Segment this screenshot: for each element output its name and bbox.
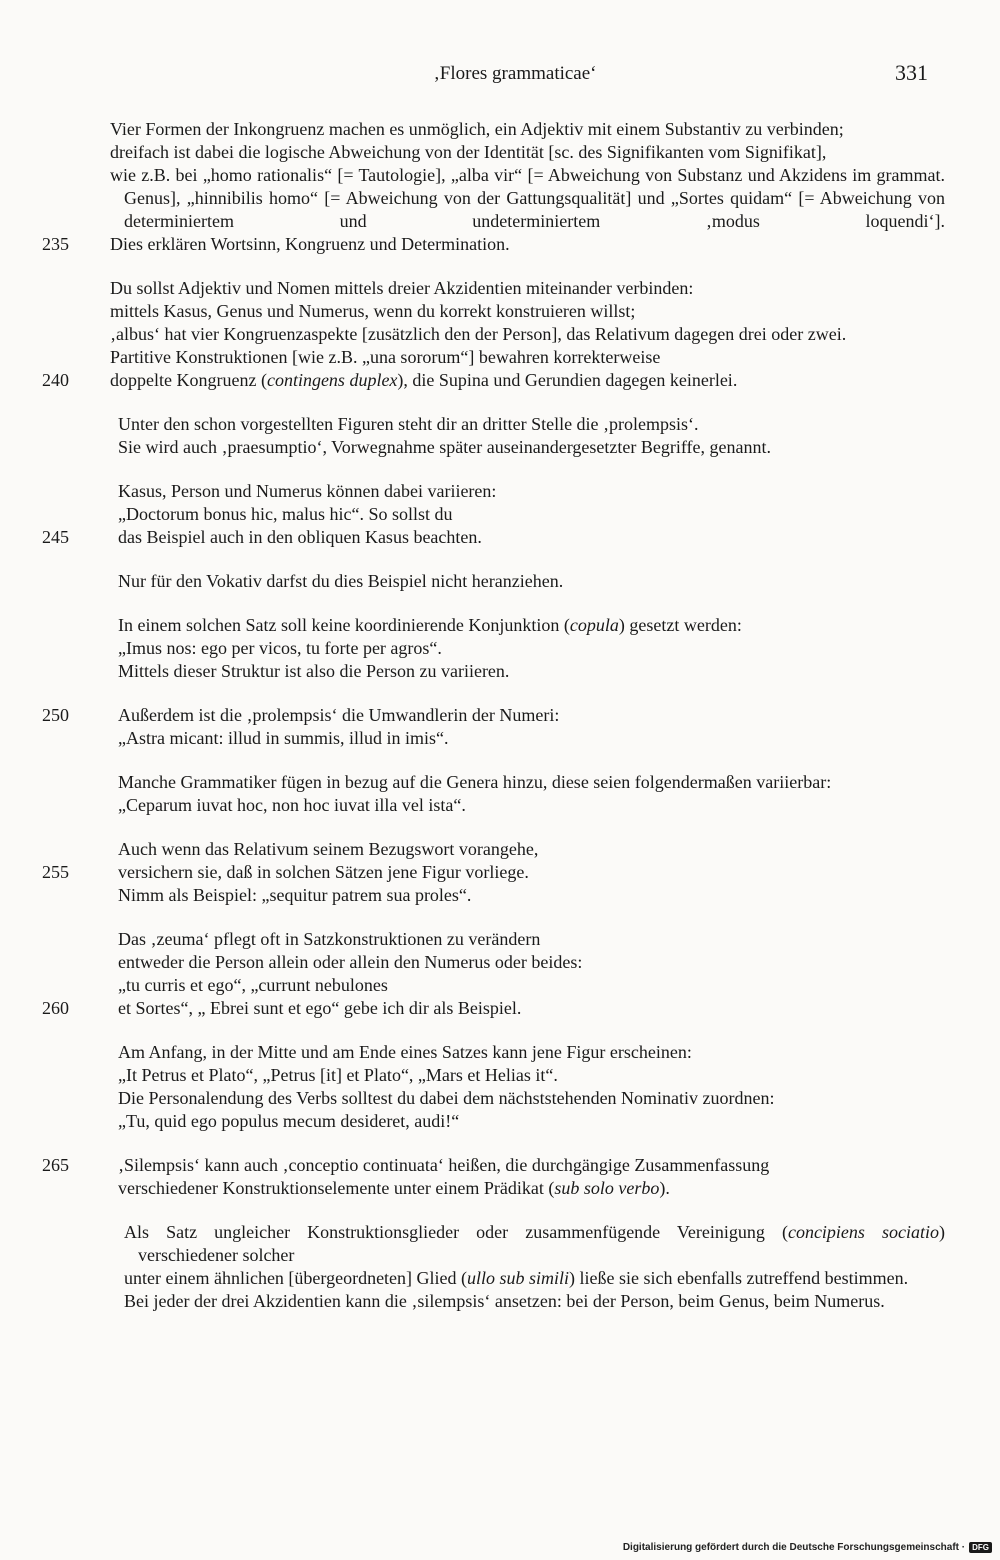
line-text: „Doctorum bonus hic, malus hic“. So sollst du xyxy=(118,504,453,524)
text-line xyxy=(0,771,1000,794)
line-text: Unter den schon vorgestellten Figuren steht dir an dritter Stelle die ‚prolempsis‘. xyxy=(118,414,699,434)
line-text: Nur für den Vokativ darfst du dies Beispiel nicht heranziehen. xyxy=(118,571,564,591)
line-text: dreifach ist dabei die logische Abweichung von der Identität [sc. des Signifikanten vom Signifikat], xyxy=(110,142,827,162)
line-text: „Tu, quid ego populus mecum desideret, audi!“ xyxy=(118,1111,460,1131)
poem-translation-text xyxy=(0,118,1000,1334)
line-number: 255 xyxy=(42,862,69,882)
line-text: doppelte Kongruenz (contingens duplex), die Supina und Gerundien dagegen keinerlei. xyxy=(110,370,738,390)
line-text: Am Anfang, in der Mitte und am Ende eines Satzes kann jene Figur erscheinen: xyxy=(118,1042,692,1062)
line-text: Kasus, Person und Numerus können dabei variieren: xyxy=(118,481,497,501)
page-number: 331 xyxy=(895,60,928,85)
line-number: 235 xyxy=(42,234,69,254)
text-line xyxy=(0,861,1000,884)
stanza xyxy=(0,771,1000,817)
stanza xyxy=(0,928,1000,1020)
stanza xyxy=(0,1221,1000,1313)
text-line xyxy=(0,727,1000,750)
text-line xyxy=(0,1177,1000,1200)
line-text: „Ceparum iuvat hoc, non hoc iuvat illa vel ista“. xyxy=(118,795,466,815)
line-text: Manche Grammatiker fügen in bezug auf die Genera hinzu, diese seien folgendermaßen variierbar: xyxy=(118,772,832,792)
line-text: Partitive Konstruktionen [wie z.B. „una sororum“] bewahren korrekterweise xyxy=(110,347,661,367)
line-text: Als Satz ungleicher Konstruktionsglieder oder zusammenfügende Vereinigung (concipiens sociatio) verschiedener solcher xyxy=(124,1222,945,1265)
text-line xyxy=(0,436,1000,459)
line-text: Auch wenn das Relativum seinem Bezugswort vorangehe, xyxy=(118,839,539,859)
text-line xyxy=(0,660,1000,683)
text-line xyxy=(0,884,1000,907)
text-line xyxy=(0,794,1000,817)
line-text: „tu curris et ego“, „currunt nebulones xyxy=(118,975,388,995)
line-text: „Imus nos: ego per vicos, tu forte per agros“. xyxy=(118,638,442,658)
text-line xyxy=(0,346,1000,369)
stanza xyxy=(0,704,1000,750)
text-line xyxy=(0,614,1000,637)
text-line xyxy=(0,118,1000,141)
text-line xyxy=(0,277,1000,300)
line-text: Du sollst Adjektiv und Nomen mittels dreier Akzidentien miteinander verbinden: xyxy=(110,278,694,298)
line-text: Außerdem ist die ‚prolempsis‘ die Umwandlerin der Numeri: xyxy=(118,705,560,725)
text-line xyxy=(0,233,1000,256)
line-text: Die Personalendung des Verbs solltest du dabei dem nächststehenden Nominativ zuordnen: xyxy=(118,1088,775,1108)
stanza xyxy=(0,838,1000,907)
text-line xyxy=(0,1087,1000,1110)
text-line xyxy=(0,503,1000,526)
text-line xyxy=(0,1221,1000,1267)
text-line xyxy=(0,1154,1000,1177)
line-text: Sie wird auch ‚praesumptio‘, Vorwegnahme später auseinandergesetzter Begriffe, genannt. xyxy=(118,437,771,457)
line-number: 265 xyxy=(42,1155,69,1175)
text-line xyxy=(0,1110,1000,1133)
line-text: unter einem ähnlichen [übergeordneten] Glied (ullo sub simili) ließe sie sich ebenfalls zutreffend bestimmen. xyxy=(124,1268,909,1288)
digitization-footer xyxy=(623,1542,992,1553)
line-text: Dies erklären Wortsinn, Kongruenz und Determination. xyxy=(110,234,510,254)
text-line xyxy=(0,164,1000,233)
stanza xyxy=(0,413,1000,459)
line-number: 260 xyxy=(42,998,69,1018)
line-text: Nimm als Beispiel: „sequitur patrem sua proles“. xyxy=(118,885,472,905)
stanza xyxy=(0,614,1000,683)
text-line xyxy=(0,526,1000,549)
text-line xyxy=(0,1041,1000,1064)
line-text: entweder die Person allein oder allein den Numerus oder beides: xyxy=(118,952,583,972)
text-line xyxy=(0,323,1000,346)
stanza xyxy=(0,570,1000,593)
stanza xyxy=(0,1154,1000,1200)
text-line xyxy=(0,480,1000,503)
text-line xyxy=(0,704,1000,727)
text-line xyxy=(0,300,1000,323)
text-line xyxy=(0,951,1000,974)
text-line xyxy=(0,369,1000,392)
line-text: Bei jeder der drei Akzidentien kann die ‚silempsis‘ ansetzen: bei der Person, beim Genus, beim Numerus. xyxy=(124,1291,885,1311)
line-number: 250 xyxy=(42,705,69,725)
line-text: Mittels dieser Struktur ist also die Person zu variieren. xyxy=(118,661,510,681)
line-text: versichern sie, daß in solchen Sätzen jene Figur vorliege. xyxy=(118,862,529,882)
line-text: mittels Kasus, Genus und Numerus, wenn du korrekt konstruieren willst; xyxy=(110,301,636,321)
text-line xyxy=(0,637,1000,660)
stanza xyxy=(0,277,1000,392)
line-number: 240 xyxy=(42,370,69,390)
text-line xyxy=(0,974,1000,997)
line-text: ‚Silempsis‘ kann auch ‚conceptio continuata‘ heißen, die durchgängige Zusammenfassung xyxy=(118,1155,770,1175)
stanza xyxy=(0,118,1000,256)
text-line xyxy=(0,1064,1000,1087)
running-header-title: ‚Flores grammaticae‘ xyxy=(433,63,597,84)
text-line xyxy=(0,1290,1000,1313)
line-text: In einem solchen Satz soll keine koordinierende Konjunktion (copula) gesetzt werden: xyxy=(118,615,742,635)
text-line xyxy=(0,141,1000,164)
line-text: das Beispiel auch in den obliquen Kasus beachten. xyxy=(118,527,482,547)
stanza xyxy=(0,1041,1000,1133)
line-text: ‚albus‘ hat vier Kongruenzaspekte [zusätzlich den der Person], das Relativum dagegen drei oder zwei. xyxy=(110,324,847,344)
text-line xyxy=(0,997,1000,1020)
text-line xyxy=(0,928,1000,951)
text-line xyxy=(0,413,1000,436)
line-text: wie z.B. bei „homo rationalis“ [= Tautologie], „alba vir“ [= Abweichung von Substanz und Akzidens im grammat. Genus], „hinnibilis homo“ [= Abweichung von der Gattungsqualität] und „Sortes quidam“ [= Abweichung von determiniertem und undeterminiertem ‚modus loquendi‘]. xyxy=(110,165,945,231)
line-text: verschiedener Konstruktionselemente unter einem Prädikat (sub solo verbo). xyxy=(118,1178,670,1198)
text-line xyxy=(0,1267,1000,1290)
footer-credit-text: Digitalisierung gefördert durch die Deutsche Forschungsgemeinschaft · xyxy=(622,1542,966,1553)
line-text: Vier Formen der Inkongruenz machen es unmöglich, ein Adjektiv mit einem Substantiv zu verbinden; xyxy=(110,119,844,139)
stanza xyxy=(0,480,1000,549)
dfg-logo-icon: DFG xyxy=(969,1542,992,1553)
line-text: „It Petrus et Plato“, „Petrus [it] et Plato“, „Mars et Helias it“. xyxy=(118,1065,558,1085)
text-line xyxy=(0,838,1000,861)
line-text: Das ‚zeuma‘ pflegt oft in Satzkonstruktionen zu verändern xyxy=(118,929,541,949)
line-text: „Astra micant: illud in summis, illud in imis“. xyxy=(118,728,449,748)
line-text: et Sortes“, „ Ebrei sunt et ego“ gebe ich dir als Beispiel. xyxy=(118,998,522,1018)
line-number: 245 xyxy=(42,527,69,547)
text-line xyxy=(0,570,1000,593)
